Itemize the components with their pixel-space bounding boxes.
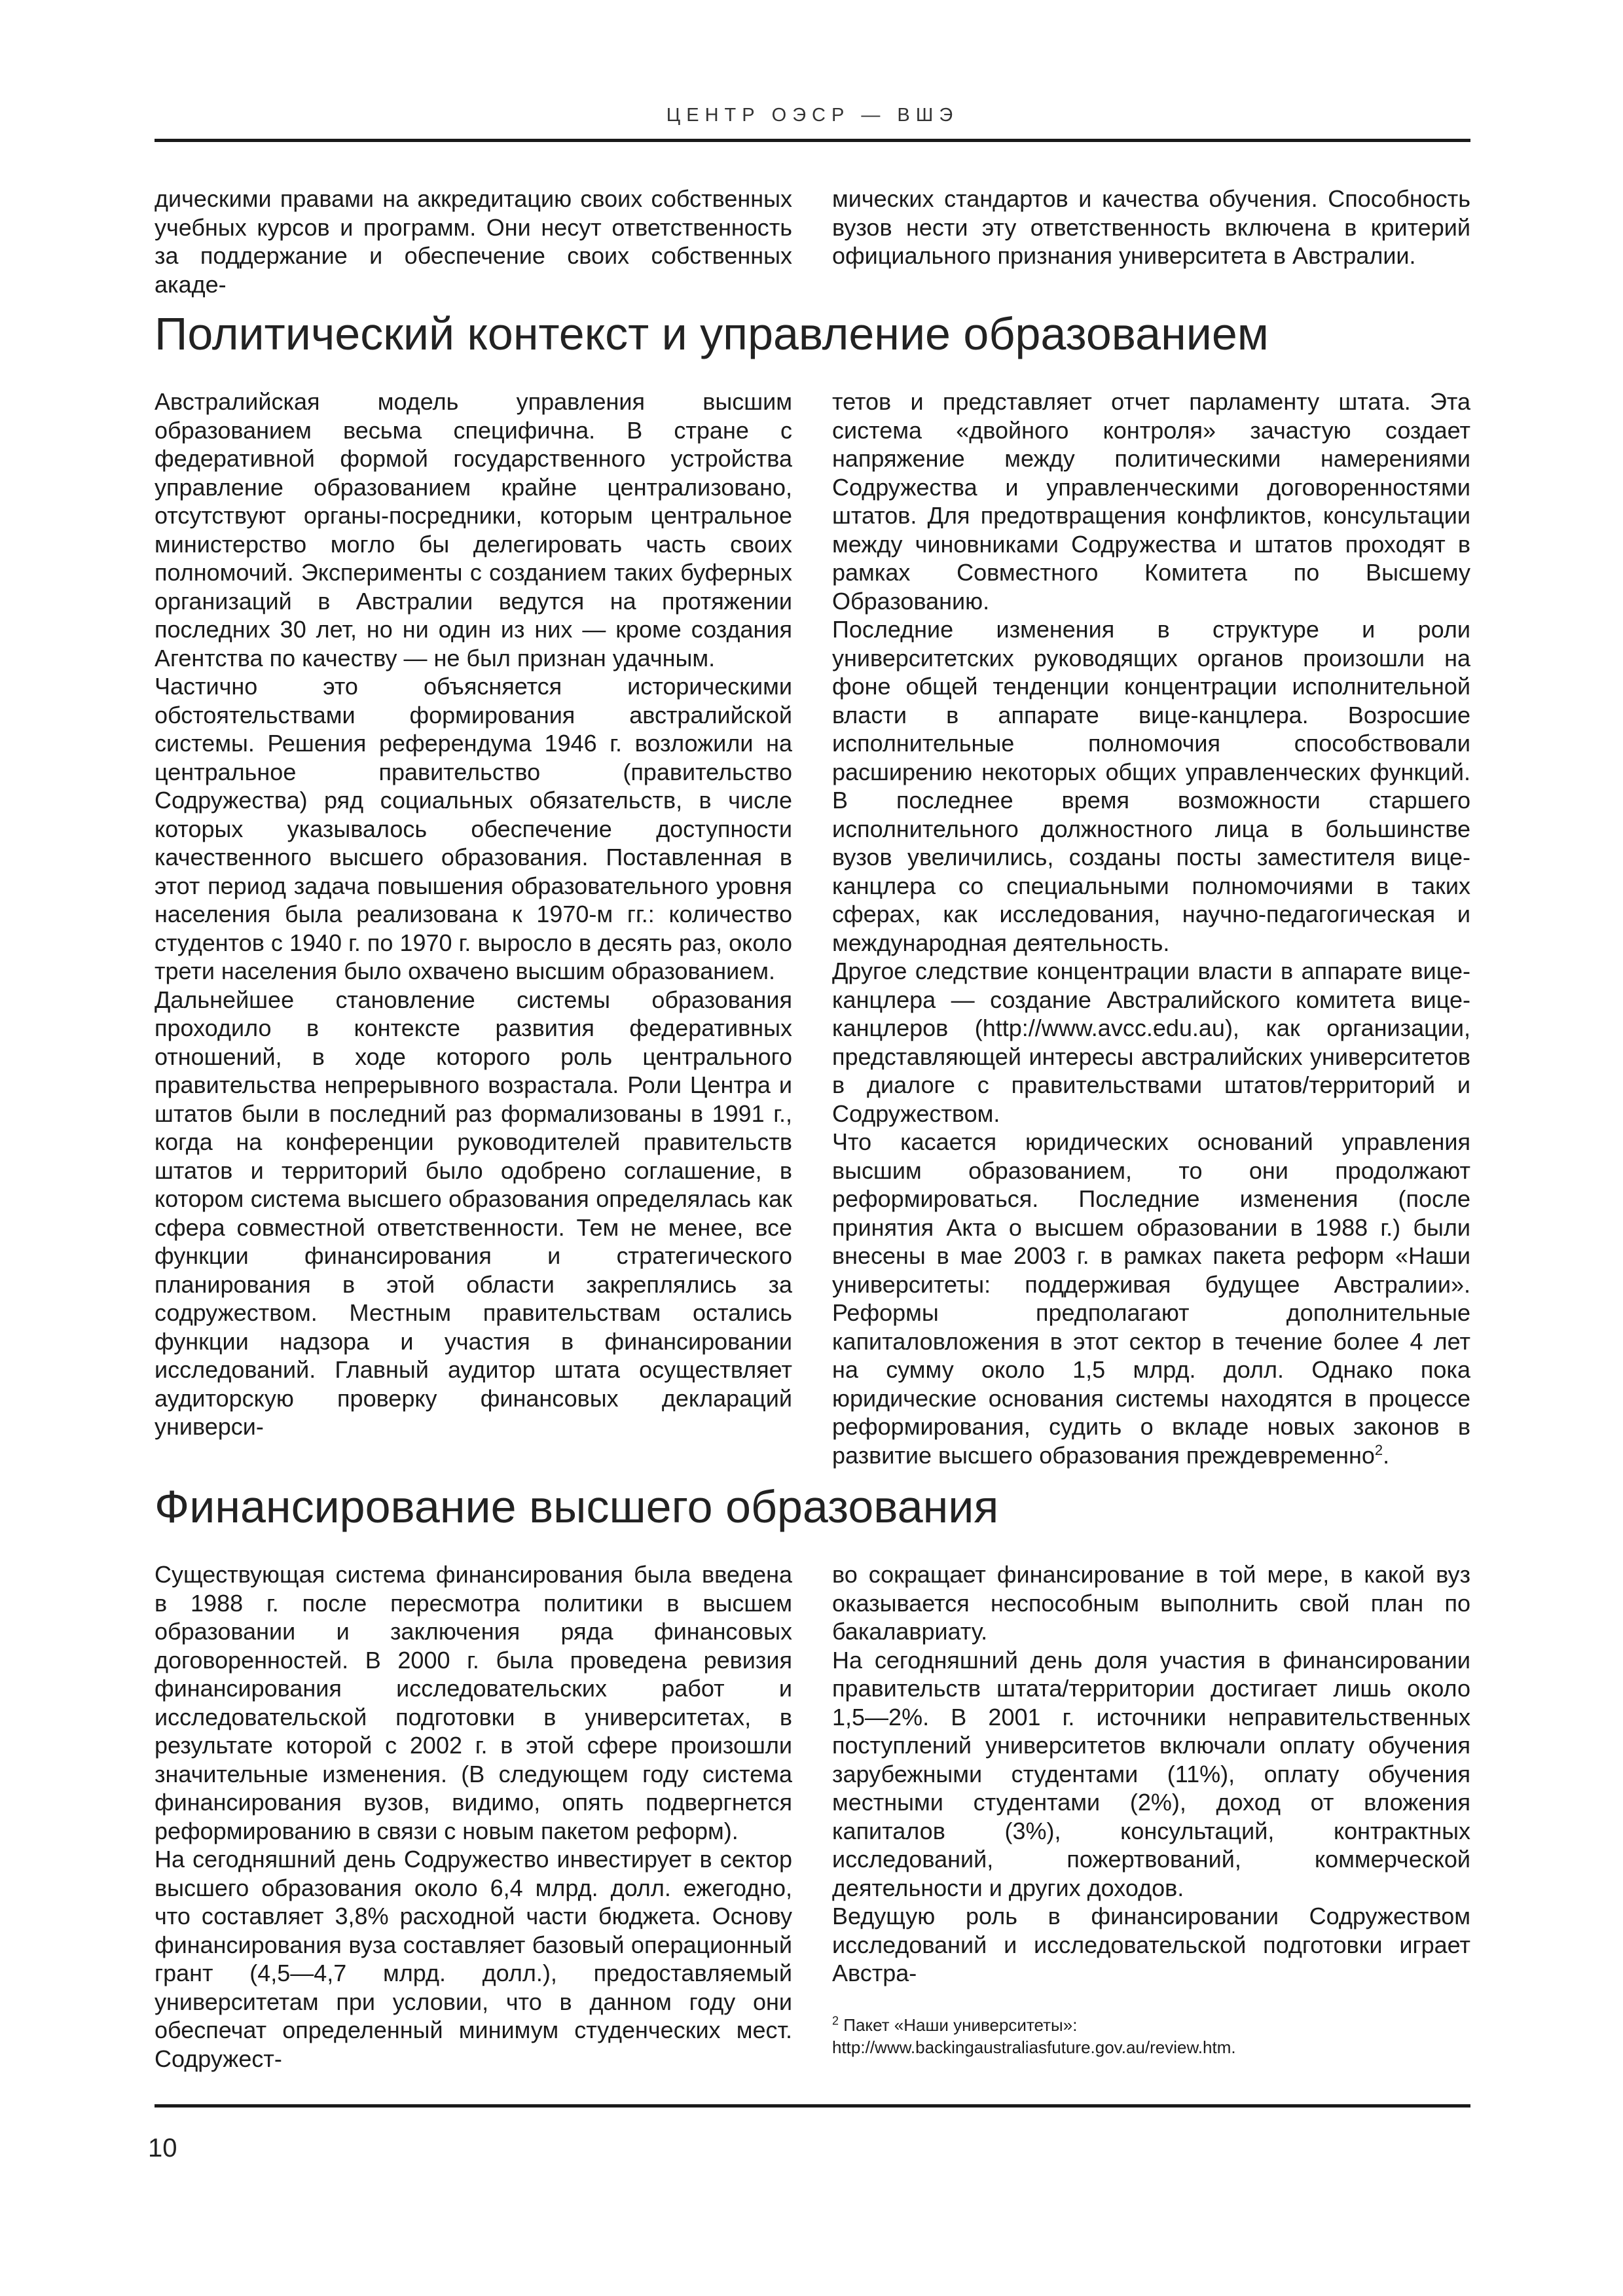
footnote-text: Пакет «Наши университеты»: http://www.backingaustraliasfuture.gov.au/review.htm. [832,2015,1236,2057]
header-rule [155,139,1470,142]
paragraph: Существующая система финансирования была введена в 1988 г. после пересмотра политики в высшем образовании и заключения ряда финансовых договоренностей. В 2000 г. была проведена ревизия финансирования исследовательских работ и исследовательской подготовки в университетах, в результате которой с 2002 г. в этой сфере произошли значительные изменения. (В следующем году система финансирования вузов, видимо, опять подвергнется реформированию в связи с новым пакетом реформ). [155,1561,792,1844]
footer-rule [155,2104,1470,2108]
paragraph: Дальнейшее становление системы образования проходило в контексте развития федеративных отношений, в ходе которого роль центрального правительства непрерывного возрастала. Роли Центра и штатов были в последний раз формализованы в 1991 г., когда на конференции руководителей правительств штатов и территорий было одобрено соглашение, в котором система высшего образования определялась как сфера совместной ответственности. Тем не менее, все функции финансирования и стратегического планирования в этой области закреплялись за содружеством. Местным правительствам остались функции надзора и участия в финансировании исследований. Главный аудитор штата осуществляет аудиторскую проверку финансовых деклараций универси- [155,986,792,1440]
paragraph: Австралийская модель управления высшим образованием весьма специфична. В стране с федеративной формой государственного устройства управление образованием крайне централизовано, отсутствуют органы-посредники, которым центральное министерство могло бы делегировать часть своих полномочий. Эксперименты с созданием таких буферных организаций в Австралии ведутся на протяжении последних 30 лет, но ни один из них — кроме создания Агентства по качеству — не был признан удачным. [155,388,792,672]
footnote [832,2014,1470,2058]
paragraph-text: Что касается юридических оснований управления высшим образованием, то они продолжают реформироваться. Последние изменения (после принятия Акта о высшем образовании в 1988 г.) были внесены в мае 2003 г. в рамках пакета реформ «Наши университеты: поддерживая будущее Австралии». Реформы предполагают дополнительные капиталовложения в этот сектор в течение более 4 лет на сумму около 1,5 млрд. долл. Однако пока юридические основания системы находятся в процессе реформирования, судить о вкладе новых законов в развитие высшего образования преждевременно [832,1128,1470,1469]
top-left-column [155,185,792,298]
paragraph: Частично это объясняется историческими обстоятельствами формирования австралийской системы. Решения референдума 1946 г. возложили на центральное правительство (правительство Содружества) ряд социальных обязательств, в числе которых указывалось обеспечение доступности качественного высшего образования. Поставленная в этот период задача повышения образовательного уровня населения была реализована к 1970-м гг.: количество студентов с 1940 г. по 1970 г. выросло в десять раз, около трети населения было охвачено высшим образованием. [155,673,792,984]
footnote-reference: 2 [1374,1441,1383,1458]
paragraph: мических стандартов и качества обучения. Способность вузов нести эту ответственность включена в критерий официального признания университета в Австралии. [832,185,1470,269]
paragraph: Ведущую роль в финансировании Содружеством исследований и исследовательской подготовки играет Австра- [832,1903,1470,1986]
section-title-politics: Политический контекст и управление образованием [155,308,1269,359]
section1-left-column [155,387,792,1441]
paragraph: Последние изменения в структуре и роли университетских руководящих органов произошли на фоне общей тенденции концентрации исполнительной власти в аппарате вице-канцлера. Возросшие исполнительные полномочия способствовали расширению некоторых общих управленческих функций. В последнее время возможности старшего исполнительного должностного лица в большинстве вузов увеличились, созданы посты заместителя вице-канцлера со специальными полномочиями в таких сферах, как исследования, научно-педагогическая и международная деятельность. [832,616,1470,956]
footnote-mark: 2 [832,2013,839,2027]
section1-right-column [832,387,1470,1469]
paragraph: На сегодняшний день доля участия в финансировании правительств штата/территории достигает лишь около 1,5—2%. В 2001 г. источники неправительственных поступлений университетов включали оплату обучения зарубежными студентами (11%), оплату обучения местными студентами (2%), доход от вложения капиталов (3%), консультаций, контрактных исследований, пожертвований, коммерческой деятельности и других доходов. [832,1646,1470,1901]
paragraph: дическими правами на аккредитацию своих собственных учебных курсов и программ. Они несут ответственность за поддержание и обеспечение своих собственных акаде- [155,185,792,298]
running-header: ЦЕНТР ОЭСР — ВШЭ [666,105,959,126]
section2-left-column [155,1560,792,2073]
paragraph: во сокращает финансирование в той мере, в какой вуз оказывается неспособным выполнить свой план по бакалавриату. [832,1561,1470,1645]
section2-right-column [832,1560,1470,2058]
paragraph: тетов и представляет отчет парламенту штата. Эта система «двойного контроля» зачастую создает напряжение между политическими намерениями Содружества и управленческими договоренностями штатов. Для предотвращения конфликтов, консультации между чиновниками Содружества и штатов проходят в рамках Совместного Комитета по Высшему Образованию. [832,388,1470,615]
paragraph: Другое следствие концентрации власти в аппарате вице-канцлера — создание Австралийского комитета вице-канцлеров (http://www.avcc.edu.au), как организации, представляющей интересы австралийских университетов в диалоге с правительствами штатов/территорий и Содружеством. [832,958,1470,1127]
paragraph: На сегодняшний день Содружество инвестирует в сектор высшего образования около 6,4 млрд. долл. ежегодно, что составляет 3,8% расходной части бюджета. Основу финансирования вуза составляет базовый операционный грант (4,5—4,7 млрд. долл.), предоставляемый университетам при условии, что в данном году они обеспечат определенный минимум студенческих мест. Содружест- [155,1846,792,2072]
top-right-column [832,185,1470,270]
section-title-financing: Финансирование высшего образования [155,1481,999,1532]
paragraph: Что касается юридических оснований управления высшим образованием, то они продолжают реформироваться. Последние изменения (после принятия Акта о высшем образовании в 1988 г.) были внесены в мае 2003 г. в рамках пакета реформ «Наши университеты: поддерживая будущее Австралии». Реформы предполагают дополнительные капиталовложения в этот сектор в течение более 4 лет на сумму около 1,5 млрд. долл. Однако пока юридические основания системы находятся в процессе реформирования, судить о вкладе новых законов в развитие высшего образования преждевременно$^2$. [832,1128,1470,1469]
page-number: 10 [148,2134,177,2162]
